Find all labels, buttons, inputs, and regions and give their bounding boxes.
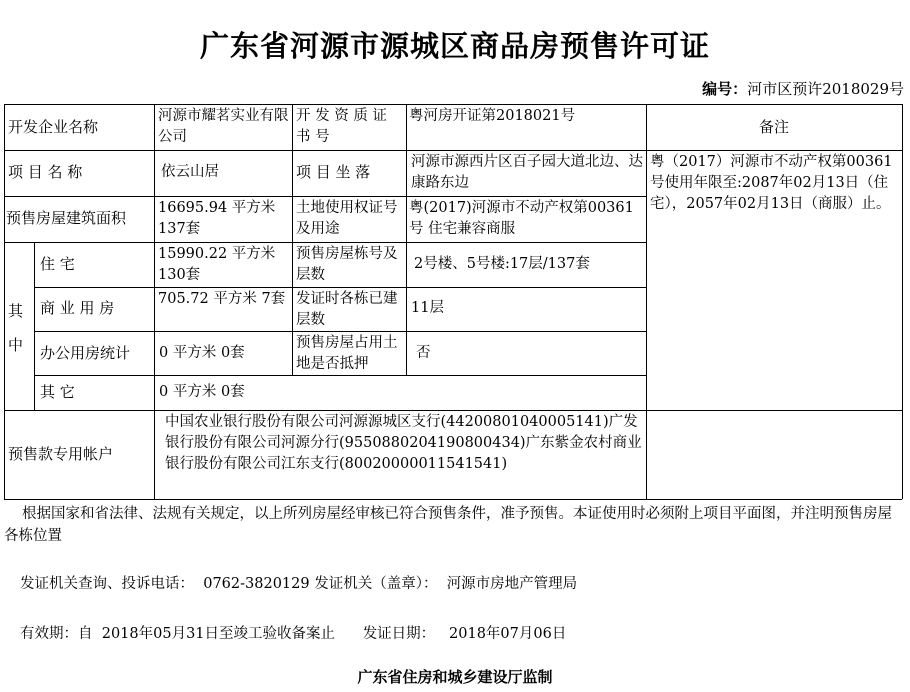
commercial-value: 705.72 平方米 7套 <box>158 291 286 307</box>
validity-value: 2018年05月31日至竣工验收备案止 <box>101 626 336 642</box>
phone-value: 0762-3820129 <box>203 576 310 592</box>
license-number <box>702 78 904 99</box>
developer-value: 河源市耀茗实业有限公司 <box>158 108 289 145</box>
phone-label: 发证机关查询、投诉电话： <box>20 576 194 592</box>
commercial-label: 商 业 用 房 <box>40 299 115 317</box>
land-value: 粤(2017)河源市不动产权第00361号 住宅兼容商服 <box>409 200 634 237</box>
developer-label: 开发企业名称 <box>8 118 99 136</box>
area-value: 16695.94 平方米 137套 <box>158 200 280 237</box>
project-value: 依云山居 <box>161 164 219 180</box>
other-label: 其 它 <box>40 383 75 401</box>
validity-line <box>20 623 566 645</box>
authority-label: 发证机关（盖章）： <box>314 576 438 592</box>
building-label: 预售房屋栋号及层数 <box>296 246 398 283</box>
document-title: 广东省河源市源城区商品房预售许可证 <box>199 29 710 63</box>
account-value: 中国农业银行股份有限公司河源源城区支行(44200801040005141)广发银行股份有限公司河源分行(9550880204190800434)广东紫金农村商业银行股份有限公司江东支行(80020000011541541) <box>165 414 642 472</box>
building-value: 2号楼、5号楼:17层/137套 <box>414 256 590 272</box>
remark-value: 粤（2017）河源市不动产权第00361号使用年限至:2087年02月13日（住宅），2057年02月13日（商服）止。 <box>650 154 893 212</box>
license-number-value: 河市区预许2018029号 <box>747 80 904 98</box>
office-label: 办公用房统计 <box>40 344 131 362</box>
account-label: 预售款专用帐户 <box>8 445 114 463</box>
phone-line <box>20 573 577 595</box>
office-value: 0 平方米 0套 <box>159 345 245 361</box>
residential-label: 住 宅 <box>40 255 75 273</box>
other-value: 0 平方米 0套 <box>159 384 245 400</box>
area-label: 预售房屋建筑面积 <box>6 209 127 227</box>
among-label: 其中 <box>8 302 24 354</box>
statement: 根据国家和省法律、法规有关规定，以上所列房屋经审核已符合预售条件，准予预售。本证使用时必须附上项目平面图，并注明预售房屋各栋位置 <box>4 506 892 544</box>
supervision-note: 广东省住房和城乡建设厅监制 <box>357 668 553 686</box>
qualification-value: 粤河房开证第2018021号 <box>409 108 576 124</box>
mortgage-value: 否 <box>416 345 431 361</box>
land-label: 土地使用权证号及用途 <box>296 200 398 237</box>
license-number-label: 编号： <box>702 80 748 98</box>
residential-value: 15990.22 平方米 130套 <box>158 246 280 283</box>
location-value: 河源市源西片区百子园大道北边、达康路东边 <box>411 154 643 191</box>
location-label: 项 目 坐 落 <box>296 163 371 181</box>
floors-label: 发证时各栋已建层数 <box>296 291 398 328</box>
mortgage-label: 预售房屋占用土地是否抵押 <box>296 335 398 372</box>
authority-value: 河源市房地产管理局 <box>446 576 578 592</box>
floors-value: 11层 <box>411 300 444 316</box>
qualification-label: 开 发 资 质 证 书 号 <box>296 108 392 145</box>
issue-value: 2018年07月06日 <box>449 626 567 642</box>
validity-label: 有效期：自 <box>20 626 93 642</box>
remark-label: 备注 <box>758 118 789 136</box>
issue-label: 发证日期： <box>362 626 436 642</box>
project-label: 项 目 名 称 <box>8 163 83 181</box>
